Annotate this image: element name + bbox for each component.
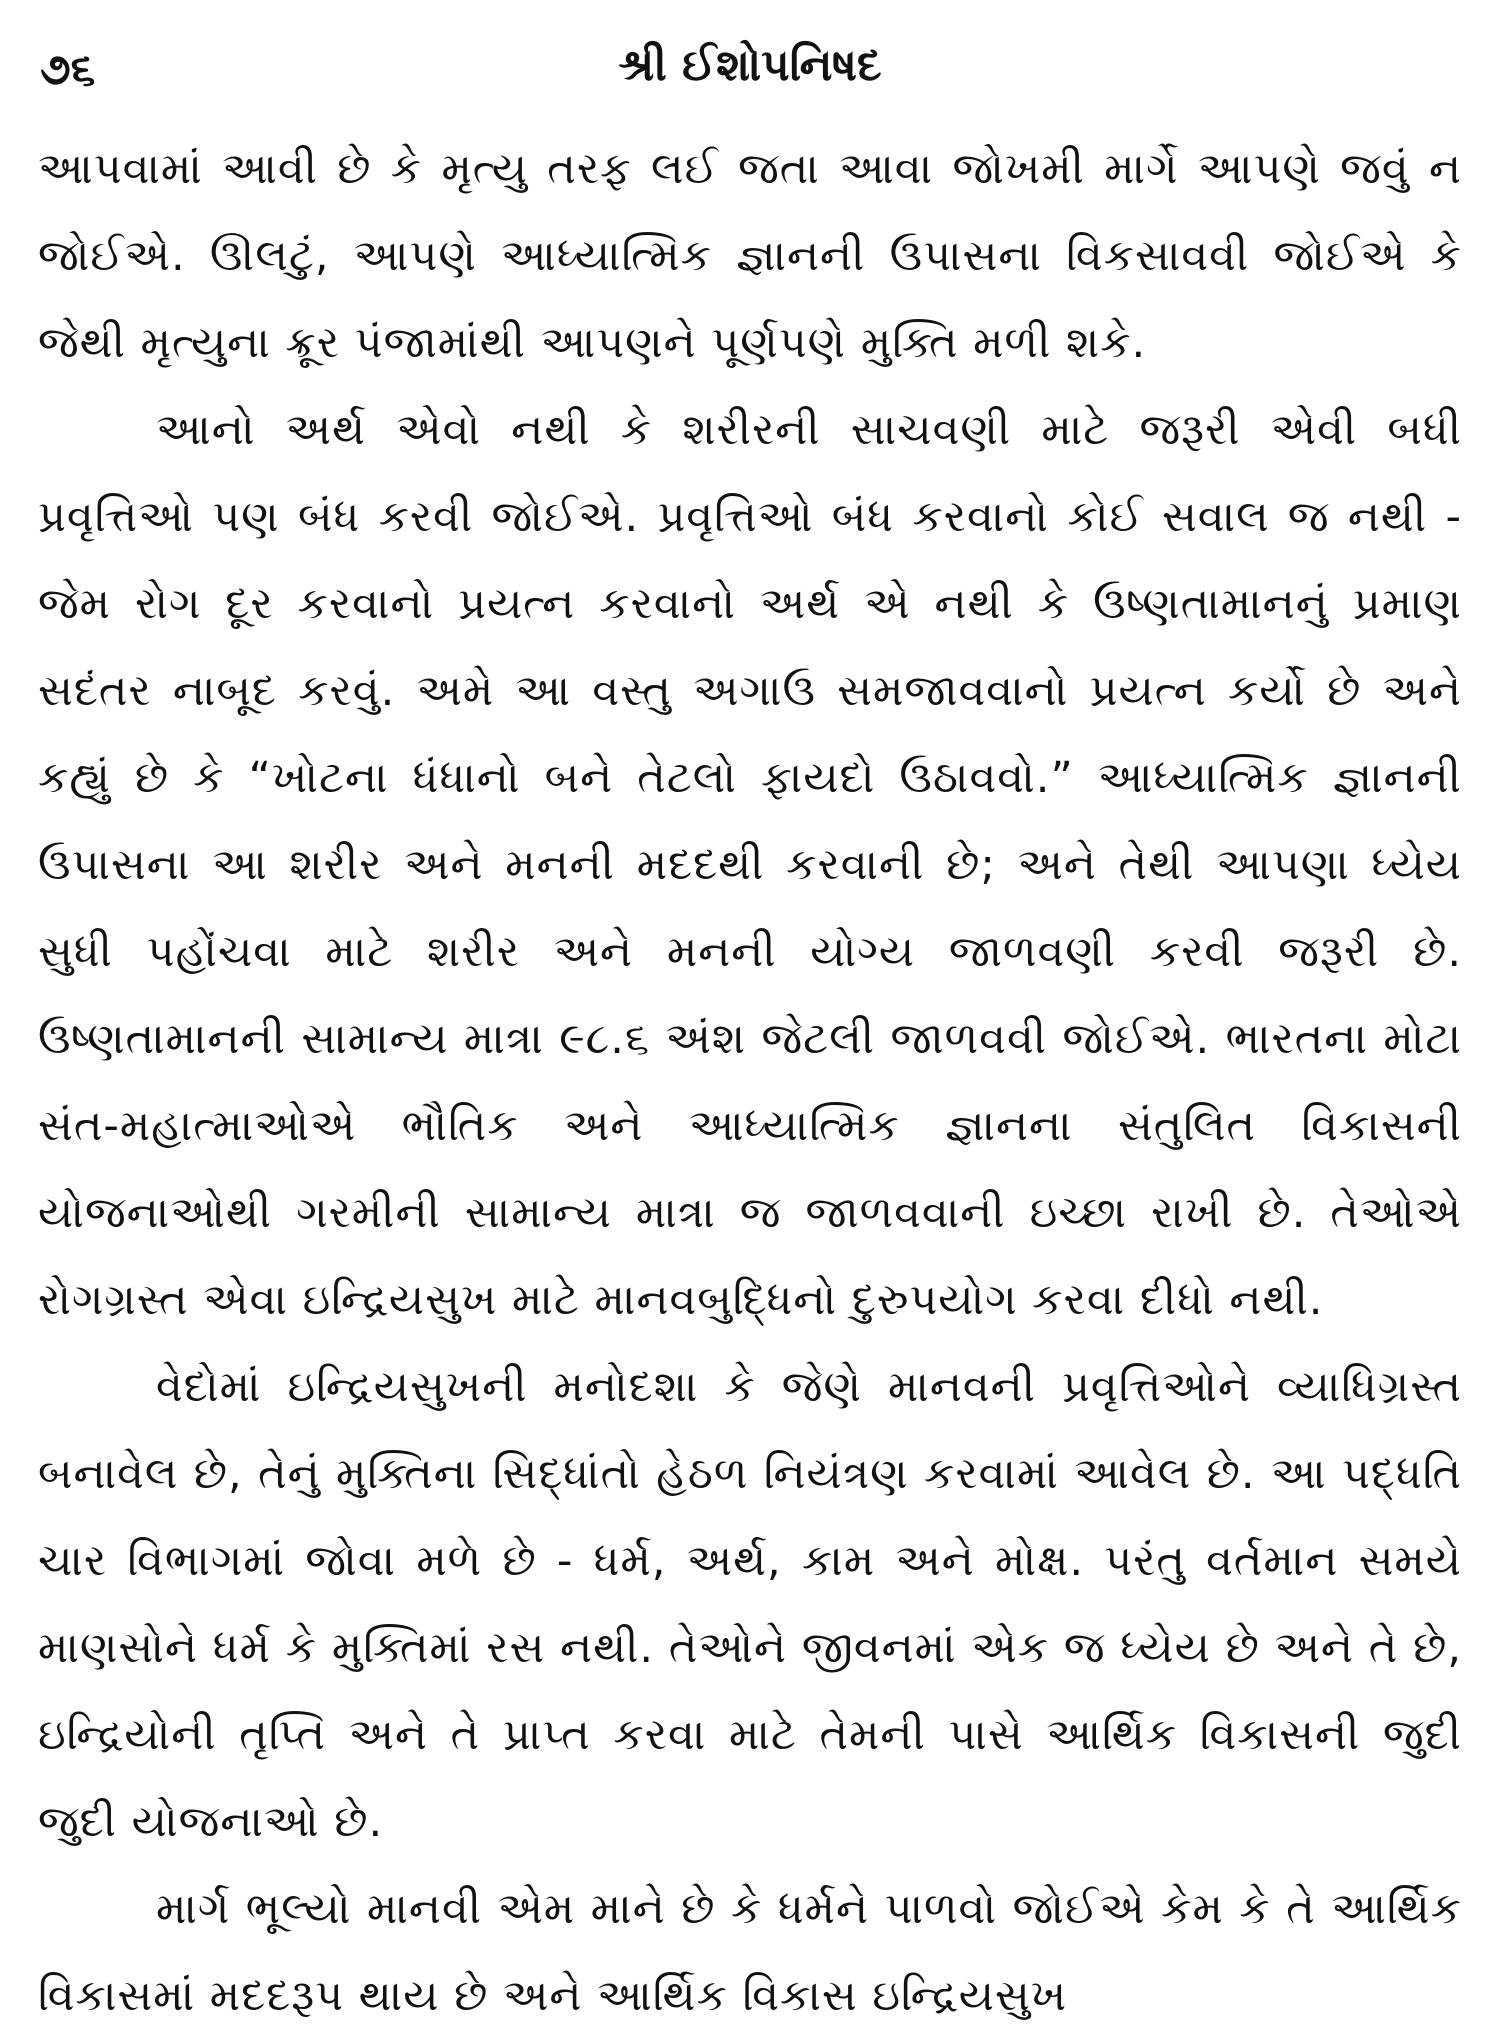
paragraph: વેદોમાં ઇન્દ્રિયસુખની મનોદશા કે જેણે માનવની પ્રવૃત્તિઓને વ્યાધિગ્રસ્ત બનાવેલ છે, તેનું મુક્તિના સિદ્ધાંતો હેઠળ નિયંત્રણ કરવામાં આવેલ છે. આ પદ્ધતિ ચાર વિભાગમાં જોવા મળે છે - ધર્મ, અર્થ, કામ અને મોક્ષ. પરંતુ વર્તમાન સમયે માણસોને ધર્મ કે મુક્તિમાં રસ નથી. તેઓને જીવનમાં એક જ ધ્યેય છે અને તે છે, ઇન્દ્રિયોની તૃપ્તિ અને તે પ્રાપ્ત કરવા માટે તેમની પાસે આર્થિક વિકાસની જુદી જુદી યોજનાઓ છે.	[38, 1362, 1462, 1847]
book-page	[38, 34, 1462, 2021]
paragraph: માર્ગ ભૂલ્યો માનવી એમ માને છે કે ધર્મને પાળવો જોઈએ કેમ કે તે આર્થિક વિકાસમાં મદદરૂપ થાય છે અને આર્થિક વિકાસ ઇન્દ્રિયસુખ	[38, 1884, 1462, 2021]
paragraph: આપવામાં આવી છે કે મૃત્યુ તરફ લઈ જતા આવા જોખમી માર્ગે આપણે જવું ન જોઈએ. ઊલટું, આપણે આધ્યાત્મિક જ્ઞાનની ઉપાસના વિકસાવવી જોઈએ કે જેથી મૃત્યુના ક્રૂર પંજામાંથી આપણને પૂર્ણપણે મુક્તિ મળી શકે.	[38, 144, 1462, 368]
running-header	[38, 34, 1462, 106]
body-text	[38, 126, 1462, 2040]
page-number: ૭૬	[40, 44, 96, 95]
book-title: શ્રી ઈશોપનિષદ	[618, 40, 882, 91]
paragraph: આનો અર્થ એવો નથી કે શરીરની સાચવણી માટે જરૂરી એવી બધી પ્રવૃત્તિઓ પણ બંધ કરવી જોઈએ. પ્રવૃત્તિઓ બંધ કરવાનો કોઈ સવાલ જ નથી - જેમ રોગ દૂર કરવાનો પ્રયત્ન કરવાનો અર્થ એ નથી કે ઉષ્ણતામાનનું પ્રમાણ સદંતર નાબૂદ કરવું. અમે આ વસ્તુ અગાઉ સમજાવવાનો પ્રયત્ન કર્યો છે અને કહ્યું છે કે “ખોટના ધંધાનો બને તેટલો ફાયદો ઉઠાવવો.” આધ્યાત્મિક જ્ઞાનની ઉપાસના આ શરીર અને મનની મદદથી કરવાની છે; અને તેથી આપણા ધ્યેય સુધી પહોંચવા માટે શરીર અને મનની યોગ્ય જાળવણી કરવી જરૂરી છે. ઉષ્ણતામાનની સામાન્ય માત્રા ૯૮.૬ અંશ જેટલી જાળવવી જોઈએ. ભારતના મોટા સંત-મહાત્માઓએ ભૌતિક અને આધ્યાત્મિક જ્ઞાનના સંતુલિત વિકાસની યોજનાઓથી ગરમીની સામાન્ય માત્રા જ જાળવવાની ઇચ્છા રાખી છે. તેઓએ રોગગ્રસ્ત એવા ઇન્દ્રિયસુખ માટે માનવબુદ્ધિનો દુરુપયોગ કરવા દીધો નથી.	[38, 405, 1462, 1325]
